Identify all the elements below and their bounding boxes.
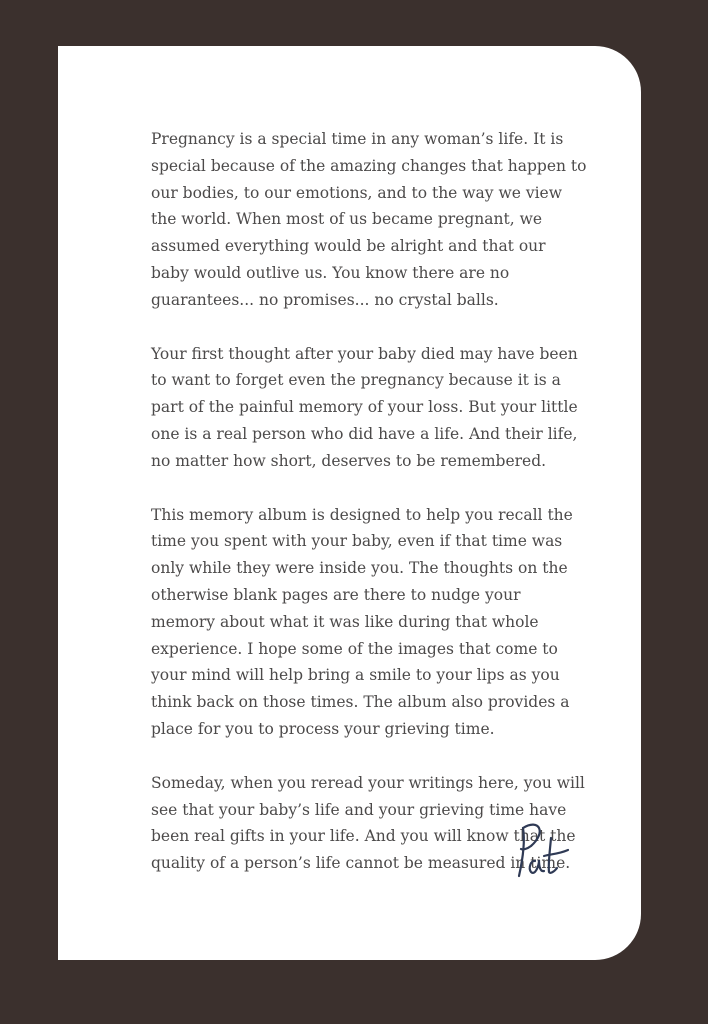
paragraph-2: Your first thought after your baby died may have been to want to forget even the pregnancy because it is a part of the painful memory of your loss. But your little one is a real person who did have a life. And their life, no matter how short, deserves to be remembered. — [151, 344, 578, 470]
paragraph-1: Pregnancy is a special time in any woman’s life. It is special because of the amazing changes that happen to our bodies, to our emotions, and to the way we view the world. When most of us became pregnant, we assumed everything would be alright and that our baby would outlive us. You know there are no guarantees... no promises... no crystal balls. — [151, 130, 587, 309]
paragraph-3: This memory album is designed to help you recall the time you spent with your baby, even if that time was only while they were inside you. The thoughts on the otherwise blank pages are there to nudge your memory about what it was like during that whole experience. I hope some of the images that come to your mind will help bring a smile to your lips as you think back on those times. The album also provides a place for you to process your grieving time. — [151, 505, 573, 738]
intro-text — [151, 126, 588, 904]
paragraph-4: Someday, when you reread your writings here, you will see that your baby’s life and your grieving time have been real gifts in your life. And you will know that the quality of a person’s life cannot be measured in time. — [151, 773, 585, 873]
handwritten-signature — [513, 816, 583, 888]
album-page — [58, 46, 641, 960]
